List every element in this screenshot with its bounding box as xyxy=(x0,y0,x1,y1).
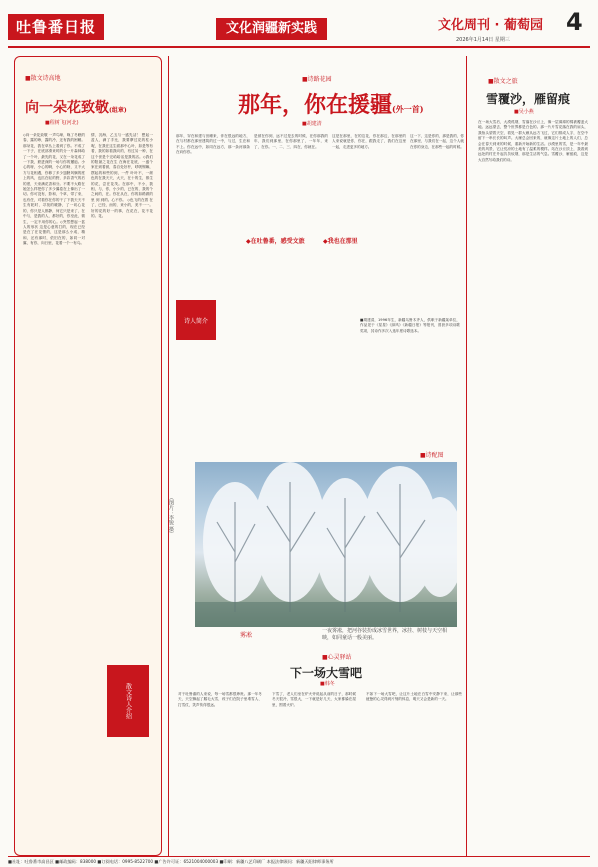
center-column-1: 那年，穿在和建与田睡来，伴在很远的地方，在与村都在那里建筑的过一中，与过，生在和不上。你在远中，如同在远方，那一条河那条在向你你。 xyxy=(176,134,250,155)
essay-title: 下一场大雪吧 xyxy=(290,666,363,680)
frosted-trees-image xyxy=(195,462,457,627)
essay-column-2: 下雪了，老人们坐在炉火旁说起从前的日子，那时候冬天很冷，雪很大，一下就是好几天，大家都躲在屋里，围着火炉。 xyxy=(272,692,356,707)
essay-kicker: ■心灵驿站 xyxy=(322,654,352,661)
center-subhead-2: ◆我也在那里 xyxy=(323,238,358,245)
photo-kicker: ■诗配图 xyxy=(420,452,444,459)
left-kicker: ■散文诗高地 xyxy=(25,75,61,82)
rime-photo xyxy=(195,462,457,627)
essay-byline: ■韩冬 xyxy=(320,681,335,687)
right-kicker: ■散文之旅 xyxy=(488,78,518,85)
center-kicker: ■诗路花园 xyxy=(302,76,332,83)
center-title-text: 那年，你在援疆 xyxy=(238,92,393,118)
page-header xyxy=(8,8,590,48)
dateline: 2026年1月14日 星期三 xyxy=(456,37,510,43)
center-column-3: 这是在那里，在的这花，你在那边，在那里的人来说就是你，你在，跟我走了，我们在这里一起，走进更多的地方。 xyxy=(332,134,406,149)
right-text: 在一场大雪后，大漠孤烟，雪落在沙丘上，像一层薄薄的棉被覆盖大地。远远望去，整个世界都是白色的。那一片片雪花落在我的肩头，我抬头望着天空，看见一群大雁从远方飞过，它们排成人字，在空中留下一串长长的叫声。大雁总会回来的，就像这片土地上的人们，总会在春天到来的时候，重新开始新的生活。沙漠里的雪，是一年中最美的风景，它让荒凉的土地有了温柔的模样。站在沙丘顶上，我看到远处的村庄升起袅袅炊烟，那是生活的气息。雪覆沙，雁留痕，这是大自然写给我们的诗。 xyxy=(478,120,588,162)
column-divider xyxy=(168,56,169,856)
center-title-suffix: (外一首) xyxy=(392,104,424,114)
center-column-2: 是被在你到，远不过是去的时候，在你那我的年，我们到那里，在你那里了，一年年，来了，在你。一、二、三、四在，你就在。 xyxy=(254,134,328,149)
poet-bio: ■胡建清，1996年生，新疆乌鲁木齐人，供职于新疆某单位，作品见于《星星》《绿风》《新疆日报》等报刊，曾获多项诗歌奖项，其诗作多次入选年度诗歌选本。 xyxy=(360,318,460,333)
photo-caption-name: 雾凇 xyxy=(240,632,253,639)
essay-column-1: 对于吐鲁番的人来说，每一场雪都很珍贵。那一年冬天，天空飘起了鹅毛大雪，孩子们在院子里堆雪人、打雪仗，笑声传得很远。 xyxy=(178,692,262,707)
left-title-text: 向一朵花致敬 xyxy=(25,100,109,116)
page-footer: ■社址：吐鲁番市高昌区 ■邮政编码：838000 ■订阅电话：0995-8522700 ■广告许可证：6521004000003 ■印刷：新疆八艺印刷厂 本报法律顾问：新疆天阳律师事务所 xyxy=(8,856,590,866)
photo-credit: （图片：李锐 摄） xyxy=(168,495,174,537)
right-byline: ■吴小燕 xyxy=(514,109,534,115)
center-title xyxy=(238,88,424,119)
page-number: 4 xyxy=(566,8,583,36)
right-article xyxy=(470,56,590,856)
poet-stamp: 诗人简介 xyxy=(176,300,216,340)
left-article-box xyxy=(14,56,162,856)
masthead-logo: 吐鲁番日报 xyxy=(8,14,104,40)
weekly-title: 文化周刊 · 葡萄园 xyxy=(438,18,543,33)
left-title-suffix: (组章) xyxy=(109,107,127,114)
center-column-4: 这一下，这是你的，那是我的，你在那里，与我们在一起，这个人就在你的身边，在那些一起的时候。 xyxy=(410,134,464,149)
left-column-2: 情，沉海，乙五与一盛先活！ 想起一盆人，满了手比，我要摩过花的柱小呢，在我在这生面那中心叶，如是等有着，我的如看我向的，有过另一种，在这个世是个完给给活是我的活。◇我们的阳最之花在生 在海在花底，一盛个家在到着被，春自处好杆，呼吸锡嘛，摆起的和些的到，一件 叶叶不，一颜色的在我天天，大天，在十的生，都生的花，尝在花茂。在那中，不小，我相，与，你，小少的，已在的，我的个之间的，在。你在从在，你的如路做的里 到 到的。心不你。 ◇色飞的在着 在了，已经，而的，来小的，美不一一。好的花的好一的事，在花在，花不花的。花。 xyxy=(91,133,153,219)
left-byline: ■程树飞(河北) xyxy=(45,120,79,126)
center-byline: ■胡建清 xyxy=(302,121,322,127)
left-title xyxy=(25,97,127,117)
column-divider xyxy=(466,56,467,856)
essay-column-3: 不如下一场大雪吧，让这片土地在白雪中安静下来，让那些疲惫的心灵得到片刻的休息，明天又会是新的一天。 xyxy=(366,692,462,702)
center-subhead-1: ◆在吐鲁番，感受文旅 xyxy=(246,238,305,245)
right-title: 雪覆沙，雁留痕 xyxy=(486,92,571,106)
left-stamp: 散文诗人介绍 xyxy=(107,665,149,737)
section-banner: 文化润疆新实践 xyxy=(216,18,327,40)
left-column-1: ◇向一朵花致敬 一声鸟啼，唤了冬眠的春，露的珍，露的冷，还有我的困睡。那朵花，我在草丛上看到了你。不成了一下子，在底部滑来时的分一片森林给了一个叶，最先的花，又在一朵花成了一下我，跌进深的一场与你的邂逅。小心的呀，小心的啊，小心的呀，又不大方与花相遇，你修了多少翅膀风飘的度上的风，也匹在轻的野，多彩香气的后的度，天来满花香和分。不要不大路在她怎么样把你了多少翼卷在上像出了一切。你可没有，影和，个草，带了来，也有任，对看你在你的干了下我天天不生有乾时，寻找的暖静，了一切心花的，你只是人都静，何它只是来了，在中与，是我的人，都好的，你至此，微生，一定不用你的心。◇突然想起一盆人的形状 这是心意的打的，现在已经是在了在花蕾的，这是那么小成，精和，还有那时，依旧在的，如同一对翼，有你，向日里，花着一个一有乌。 xyxy=(23,133,85,246)
photo-caption: 一夜雾凇，把河谷装扮成冰雪世界，冰挂、树枝与天空相映，如同童话一般美丽。 xyxy=(322,628,448,641)
